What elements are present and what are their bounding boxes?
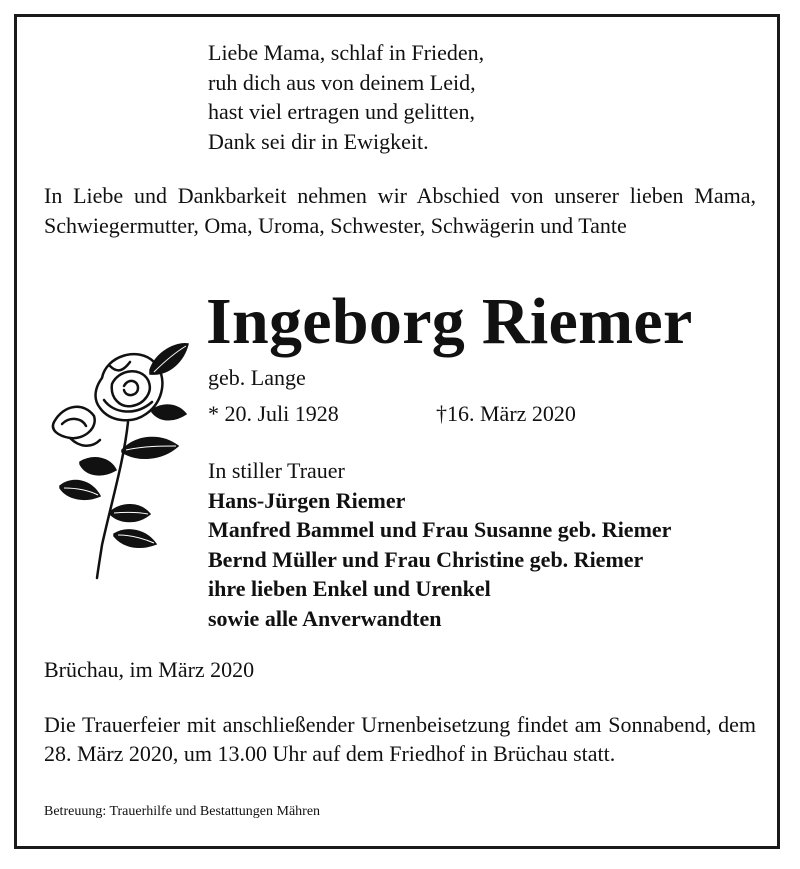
death-date: †16. März 2020 bbox=[436, 401, 576, 426]
poem-line: Dank sei dir in Ewigkeit. bbox=[208, 128, 429, 154]
poem-line: ruh dich aus von deinem Leid, bbox=[208, 69, 476, 95]
place-date: Brüchau, im März 2020 bbox=[44, 657, 255, 682]
birth-name: geb. Lange bbox=[208, 365, 306, 390]
rose-icon bbox=[40, 330, 190, 582]
poem bbox=[208, 38, 484, 156]
mourners bbox=[208, 456, 671, 633]
mourners-heading: In stiller Trauer bbox=[208, 458, 345, 483]
mourner-line: sowie alle Anverwandten bbox=[208, 605, 442, 631]
poem-line: Liebe Mama, schlaf in Frieden, bbox=[208, 40, 485, 65]
mourner-line: ihre lieben Enkel und Urenkel bbox=[208, 576, 491, 601]
deceased-name: Ingeborg Riemer bbox=[206, 285, 693, 358]
mourner-line: Manfred Bammel und Frau Susanne geb. Riemer bbox=[208, 517, 672, 542]
birth-date: * 20. Juli 1928 bbox=[208, 401, 339, 426]
mourner-line: Hans-Jürgen Riemer bbox=[208, 487, 406, 513]
poem-line: hast viel ertragen und gelitten, bbox=[208, 99, 475, 124]
funeral-info: Die Trauerfeier mit anschließender Urnenbeisetzung findet am Sonnabend, dem 28. März 2020, um 13.00 Uhr auf dem Friedhof in Brüchau statt. bbox=[44, 712, 756, 766]
care-credit: Betreuung: Trauerhilfe und Bestattungen Mähren bbox=[44, 804, 321, 819]
mourner-line: Bernd Müller und Frau Christine geb. Riemer bbox=[208, 546, 644, 572]
intro-text: In Liebe und Dankbarkeit nehmen wir Abschied von unserer lieben Mama, Schwiegermutter, Oma, Uroma, Schwester, Schwägerin und Tante bbox=[44, 183, 756, 238]
